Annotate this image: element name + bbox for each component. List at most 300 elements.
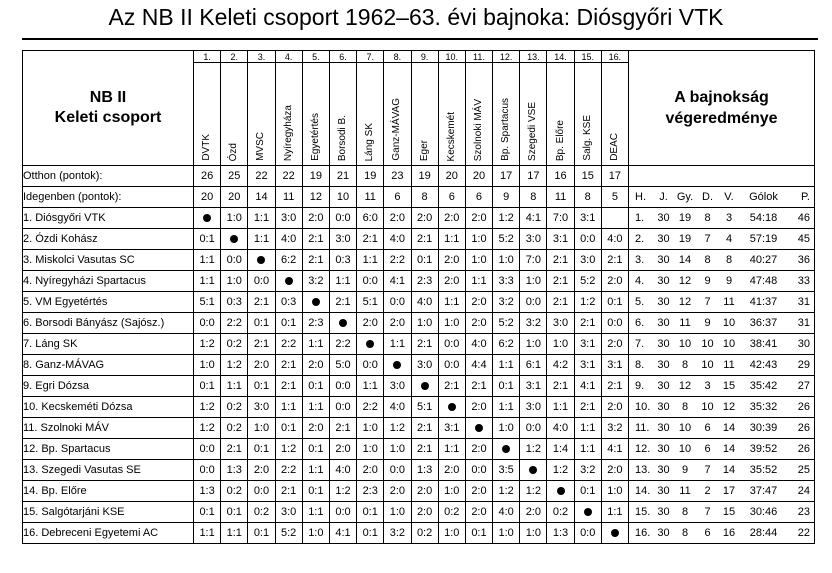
score-cell: 0:1 bbox=[221, 502, 248, 523]
standing-g: 42:43 bbox=[749, 359, 778, 371]
bullet-icon bbox=[285, 277, 293, 285]
score-cell: 2:0 bbox=[248, 355, 275, 376]
standing-v: 10 bbox=[722, 317, 736, 329]
standing-g: 37:47 bbox=[749, 485, 778, 497]
score-cell: 3:1 bbox=[574, 355, 601, 376]
score-cell: 1:1 bbox=[438, 229, 465, 250]
score-cell: 3:2 bbox=[574, 460, 601, 481]
score-cell: 2:0 bbox=[465, 481, 492, 502]
column-club-header bbox=[438, 63, 465, 166]
column-club-header bbox=[221, 63, 248, 166]
standing-m: 30 bbox=[657, 317, 670, 329]
standing-p: 26 bbox=[797, 443, 810, 455]
score-cell: 1:0 bbox=[384, 502, 411, 523]
score-cell: 1:2 bbox=[493, 208, 520, 229]
diagonal-cell bbox=[357, 334, 384, 355]
column-number: 8. bbox=[384, 51, 411, 63]
score-cell: 2:1 bbox=[357, 229, 384, 250]
score-cell: 2:2 bbox=[275, 460, 302, 481]
score-cell: 1:0 bbox=[438, 523, 465, 544]
score-cell: 3:0 bbox=[520, 229, 547, 250]
standings-header-d: D. bbox=[702, 191, 713, 203]
diagonal-cell bbox=[302, 292, 329, 313]
standing-line bbox=[629, 506, 814, 518]
score-cell: 2:0 bbox=[357, 313, 384, 334]
score-cell: 2:1 bbox=[302, 229, 329, 250]
standing-gy: 10 bbox=[678, 443, 692, 455]
score-cell: 2:0 bbox=[411, 502, 438, 523]
score-cell: 6:2 bbox=[275, 250, 302, 271]
standing-m: 30 bbox=[657, 233, 670, 245]
standing-line bbox=[629, 464, 814, 476]
standing-line bbox=[629, 317, 814, 329]
standing-cell bbox=[629, 334, 815, 355]
score-cell: 2:1 bbox=[221, 439, 248, 460]
score-cell: 1:2 bbox=[547, 460, 574, 481]
standing-h: 9. bbox=[635, 380, 645, 392]
standing-h: 7. bbox=[635, 338, 645, 350]
column-number: 13. bbox=[520, 51, 547, 63]
table-row bbox=[23, 355, 815, 376]
score-cell: 1:1 bbox=[302, 460, 329, 481]
standing-gy: 14 bbox=[678, 254, 692, 266]
score-cell: 7:0 bbox=[547, 208, 574, 229]
standing-h: 4. bbox=[635, 275, 645, 287]
standing-cell bbox=[629, 481, 815, 502]
home-points-cell: 19 bbox=[357, 166, 384, 187]
score-cell: 0:1 bbox=[194, 502, 221, 523]
score-cell: 1:1 bbox=[574, 439, 601, 460]
corner-label bbox=[23, 51, 194, 166]
column-number: 3. bbox=[248, 51, 275, 63]
score-cell: 2:0 bbox=[248, 460, 275, 481]
standing-d: 7 bbox=[704, 233, 711, 245]
away-points-cell: 8 bbox=[574, 187, 601, 208]
title-rule bbox=[22, 38, 818, 40]
score-cell: 0:3 bbox=[275, 292, 302, 313]
table-row bbox=[23, 523, 815, 544]
score-cell: 2:3 bbox=[411, 271, 438, 292]
team-name: 1. Diósgyőri VTK bbox=[23, 208, 194, 229]
score-cell: 0:0 bbox=[438, 355, 465, 376]
standing-gy: 8 bbox=[681, 506, 689, 518]
column-club-wrap: Ganz-MÁVAG bbox=[391, 98, 403, 161]
score-cell: 4:2 bbox=[547, 355, 574, 376]
standing-gy: 11 bbox=[679, 485, 691, 497]
score-cell: 4:0 bbox=[465, 334, 492, 355]
score-cell: 2:0 bbox=[465, 502, 492, 523]
standing-v: 10 bbox=[722, 338, 736, 350]
score-cell: 2:0 bbox=[465, 397, 492, 418]
away-points-row bbox=[23, 187, 815, 208]
result-header-line: végeredménye bbox=[665, 110, 778, 127]
home-points-cell: 16 bbox=[547, 166, 574, 187]
diagonal-cell bbox=[384, 355, 411, 376]
standing-p: 27 bbox=[797, 380, 810, 392]
score-cell: 2:2 bbox=[329, 334, 356, 355]
score-cell: 2:0 bbox=[465, 313, 492, 334]
away-points-cell: 20 bbox=[221, 187, 248, 208]
away-points-cell: 11 bbox=[547, 187, 574, 208]
away-points-cell: 8 bbox=[520, 187, 547, 208]
score-cell: 1:2 bbox=[194, 334, 221, 355]
standing-p: 25 bbox=[797, 464, 810, 476]
score-cell: 0:1 bbox=[248, 313, 275, 334]
score-cell bbox=[601, 208, 628, 229]
standing-h: 16. bbox=[635, 527, 651, 539]
score-cell: 2:0 bbox=[601, 271, 628, 292]
score-cell: 2:0 bbox=[438, 250, 465, 271]
column-club-wrap: Szegedi VSE bbox=[527, 102, 539, 161]
home-points-cell: 17 bbox=[520, 166, 547, 187]
standings-header-v: V. bbox=[724, 191, 734, 203]
score-cell: 2:1 bbox=[275, 355, 302, 376]
score-cell: 0:1 bbox=[411, 250, 438, 271]
score-cell: 1:3 bbox=[194, 481, 221, 502]
score-cell: 2:1 bbox=[547, 292, 574, 313]
score-cell: 3:0 bbox=[384, 376, 411, 397]
score-cell: 0:2 bbox=[547, 502, 574, 523]
score-cell: 2:0 bbox=[465, 208, 492, 229]
result-header-line: A bajnokság bbox=[674, 89, 769, 106]
bullet-icon bbox=[529, 466, 537, 474]
bullet-icon bbox=[312, 298, 320, 306]
score-cell: 1:0 bbox=[384, 439, 411, 460]
score-cell: 5:2 bbox=[275, 523, 302, 544]
column-number: 16. bbox=[601, 51, 628, 63]
standings-header-p: P. bbox=[801, 191, 810, 203]
score-cell: 0:2 bbox=[438, 502, 465, 523]
standing-line bbox=[629, 380, 814, 392]
score-cell: 1:2 bbox=[275, 439, 302, 460]
score-cell: 2:0 bbox=[384, 481, 411, 502]
score-cell: 1:1 bbox=[248, 229, 275, 250]
standing-gy: 12 bbox=[678, 275, 692, 287]
standing-cell bbox=[629, 355, 815, 376]
standing-p: 45 bbox=[797, 233, 810, 245]
score-cell: 1:1 bbox=[465, 271, 492, 292]
score-cell: 3:1 bbox=[547, 229, 574, 250]
team-name: 8. Ganz-MÁVAG bbox=[23, 355, 194, 376]
standing-cell bbox=[629, 418, 815, 439]
score-cell: 0:0 bbox=[520, 292, 547, 313]
column-club-wrap: Bp. Előre bbox=[554, 119, 566, 161]
score-cell: 2:2 bbox=[384, 250, 411, 271]
bullet-icon bbox=[611, 529, 619, 537]
score-cell: 2:0 bbox=[302, 355, 329, 376]
standing-d: 7 bbox=[704, 464, 711, 476]
score-cell: 0:2 bbox=[411, 523, 438, 544]
table-row bbox=[23, 292, 815, 313]
diagonal-cell bbox=[574, 502, 601, 523]
score-cell: 2:0 bbox=[465, 292, 492, 313]
score-cell: 4:0 bbox=[601, 229, 628, 250]
score-cell: 0:0 bbox=[329, 397, 356, 418]
score-cell: 4:1 bbox=[601, 439, 628, 460]
score-cell: 1:1 bbox=[357, 250, 384, 271]
column-club-header bbox=[329, 63, 356, 166]
standing-gy: 9 bbox=[681, 464, 689, 476]
score-cell: 2:1 bbox=[275, 376, 302, 397]
standing-h: 1. bbox=[635, 212, 645, 224]
score-cell: 2:1 bbox=[547, 376, 574, 397]
standing-g: 28:44 bbox=[749, 527, 778, 539]
score-cell: 0:0 bbox=[194, 460, 221, 481]
score-cell: 1:1 bbox=[493, 355, 520, 376]
table-row bbox=[23, 208, 815, 229]
standing-gy: 12 bbox=[678, 380, 692, 392]
column-number: 12. bbox=[493, 51, 520, 63]
score-cell: 1:2 bbox=[574, 292, 601, 313]
standing-v: 14 bbox=[722, 464, 736, 476]
score-cell: 3:3 bbox=[493, 271, 520, 292]
score-cell: 1:1 bbox=[194, 523, 221, 544]
column-club-header bbox=[493, 63, 520, 166]
standing-line bbox=[629, 212, 814, 224]
standing-m: 30 bbox=[657, 254, 670, 266]
score-cell: 1:2 bbox=[520, 481, 547, 502]
standing-p: 29 bbox=[797, 359, 810, 371]
column-club-header bbox=[411, 63, 438, 166]
standing-p: 26 bbox=[797, 422, 810, 434]
standing-cell bbox=[629, 292, 815, 313]
column-club-wrap: Salg. KSE bbox=[581, 115, 593, 161]
score-cell: 0:1 bbox=[248, 523, 275, 544]
standing-p: 22 bbox=[797, 527, 810, 539]
score-cell: 0:2 bbox=[221, 481, 248, 502]
score-cell: 0:2 bbox=[221, 334, 248, 355]
column-club-header bbox=[357, 63, 384, 166]
bullet-icon bbox=[393, 361, 401, 369]
score-cell: 1:1 bbox=[248, 208, 275, 229]
score-cell: 2:1 bbox=[438, 376, 465, 397]
score-cell: 1:1 bbox=[574, 418, 601, 439]
score-cell: 1:2 bbox=[194, 397, 221, 418]
standing-cell bbox=[629, 313, 815, 334]
column-club-wrap: Eger bbox=[418, 139, 430, 161]
score-cell: 1:3 bbox=[221, 460, 248, 481]
bullet-icon bbox=[203, 214, 211, 222]
column-number: 9. bbox=[411, 51, 438, 63]
score-cell: 2:0 bbox=[520, 502, 547, 523]
standing-v: 3 bbox=[725, 212, 733, 224]
standing-cell bbox=[629, 229, 815, 250]
away-points-cell: 11 bbox=[275, 187, 302, 208]
score-cell: 3:1 bbox=[574, 334, 601, 355]
score-cell: 1:0 bbox=[248, 418, 275, 439]
score-cell: 1:1 bbox=[547, 397, 574, 418]
score-cell: 1:1 bbox=[302, 502, 329, 523]
score-cell: 1:0 bbox=[493, 523, 520, 544]
standing-p: 36 bbox=[797, 254, 810, 266]
score-cell: 1:2 bbox=[194, 418, 221, 439]
home-points-cell: 22 bbox=[275, 166, 302, 187]
column-club-wrap: MVSC bbox=[255, 132, 267, 161]
page-title: Az NB II Keleti csoport 1962–63. évi bajnoka: Diósgyőri VTK bbox=[108, 4, 724, 30]
table-row bbox=[23, 439, 815, 460]
standing-gy: 12 bbox=[678, 296, 692, 308]
score-cell: 1:2 bbox=[520, 439, 547, 460]
score-cell: 4:0 bbox=[384, 229, 411, 250]
score-cell: 4:0 bbox=[275, 229, 302, 250]
standing-m: 30 bbox=[657, 422, 670, 434]
score-cell: 3:0 bbox=[329, 229, 356, 250]
score-cell: 0:1 bbox=[275, 313, 302, 334]
column-number: 4. bbox=[275, 51, 302, 63]
home-points-cell: 25 bbox=[221, 166, 248, 187]
score-cell: 0:0 bbox=[438, 334, 465, 355]
standing-line bbox=[629, 527, 814, 539]
score-cell: 2:0 bbox=[329, 439, 356, 460]
score-cell: 1:0 bbox=[411, 313, 438, 334]
standing-gy: 19 bbox=[678, 212, 692, 224]
column-club-wrap: Kecskemét bbox=[445, 111, 457, 161]
home-points-cell: 23 bbox=[384, 166, 411, 187]
standing-line bbox=[629, 296, 814, 308]
column-club-header bbox=[601, 63, 628, 166]
score-cell: 1:2 bbox=[329, 481, 356, 502]
score-cell: 1:1 bbox=[357, 376, 384, 397]
score-cell: 1:1 bbox=[302, 334, 329, 355]
standing-g: 36:37 bbox=[749, 317, 778, 329]
standing-m: 30 bbox=[657, 275, 670, 287]
score-cell: 2:0 bbox=[438, 208, 465, 229]
column-number: 14. bbox=[547, 51, 574, 63]
score-cell: 0:0 bbox=[194, 313, 221, 334]
score-cell: 4:1 bbox=[520, 208, 547, 229]
score-cell: 2:0 bbox=[601, 397, 628, 418]
column-club-wrap: Bp. Spartacus bbox=[500, 98, 512, 161]
bullet-icon bbox=[557, 487, 565, 495]
score-cell: 0:0 bbox=[329, 376, 356, 397]
standing-p: 31 bbox=[797, 296, 810, 308]
score-cell: 3:0 bbox=[411, 355, 438, 376]
score-cell: 1:0 bbox=[194, 355, 221, 376]
standings-header bbox=[629, 187, 815, 208]
diagonal-cell bbox=[194, 208, 221, 229]
score-cell: 1:2 bbox=[384, 418, 411, 439]
standing-g: 30:46 bbox=[749, 506, 778, 518]
score-cell: 6:1 bbox=[520, 355, 547, 376]
score-cell: 1:1 bbox=[329, 271, 356, 292]
standing-gy: 19 bbox=[678, 233, 692, 245]
score-cell: 0:3 bbox=[221, 292, 248, 313]
score-cell: 0:0 bbox=[601, 313, 628, 334]
score-cell: 1:2 bbox=[493, 481, 520, 502]
standing-m: 30 bbox=[657, 380, 670, 392]
score-cell: 5:2 bbox=[574, 271, 601, 292]
score-cell: 3:0 bbox=[547, 313, 574, 334]
standing-cell bbox=[629, 271, 815, 292]
diagonal-cell bbox=[493, 439, 520, 460]
standing-v: 15 bbox=[722, 506, 736, 518]
score-cell: 2:2 bbox=[221, 313, 248, 334]
score-cell: 1:3 bbox=[411, 460, 438, 481]
standing-d: 7 bbox=[704, 506, 711, 518]
away-points-cell: 6 bbox=[384, 187, 411, 208]
score-cell: 0:0 bbox=[329, 208, 356, 229]
standing-p: 26 bbox=[797, 401, 810, 413]
standing-h: 15. bbox=[635, 506, 651, 518]
table-row bbox=[23, 481, 815, 502]
score-cell: 0:1 bbox=[302, 376, 329, 397]
score-cell: 2:1 bbox=[275, 481, 302, 502]
standing-g: 35:42 bbox=[749, 380, 778, 392]
score-cell: 0:1 bbox=[194, 229, 221, 250]
score-cell: 2:0 bbox=[384, 313, 411, 334]
standings-header-m: J. bbox=[659, 191, 668, 203]
score-cell: 2:1 bbox=[302, 250, 329, 271]
score-cell: 1:1 bbox=[194, 271, 221, 292]
score-cell: 4:1 bbox=[329, 523, 356, 544]
standing-p: 46 bbox=[797, 212, 810, 224]
score-cell: 3:1 bbox=[601, 355, 628, 376]
score-cell: 3:1 bbox=[574, 208, 601, 229]
score-cell: 2:1 bbox=[601, 376, 628, 397]
home-points-cell: 19 bbox=[411, 166, 438, 187]
standing-h: 14. bbox=[635, 485, 651, 497]
column-club-wrap: DVTK bbox=[201, 134, 213, 161]
score-cell: 0:0 bbox=[520, 418, 547, 439]
score-cell: 6:0 bbox=[357, 208, 384, 229]
standing-v: 11 bbox=[723, 359, 735, 371]
standing-p: 30 bbox=[797, 338, 810, 350]
standing-v: 8 bbox=[725, 254, 733, 266]
bullet-icon bbox=[448, 403, 456, 411]
standing-d: 3 bbox=[704, 380, 711, 392]
score-cell: 2:0 bbox=[601, 460, 628, 481]
score-cell: 0:1 bbox=[248, 376, 275, 397]
score-cell: 2:1 bbox=[248, 292, 275, 313]
standing-m: 30 bbox=[657, 506, 670, 518]
standings-header-h: H. bbox=[635, 191, 646, 203]
score-cell: 0:0 bbox=[465, 460, 492, 481]
column-club-header bbox=[465, 63, 492, 166]
home-points-cell: 17 bbox=[601, 166, 628, 187]
score-cell: 5:1 bbox=[194, 292, 221, 313]
score-cell: 0:3 bbox=[329, 250, 356, 271]
standing-gy: 8 bbox=[681, 401, 689, 413]
column-number: 5. bbox=[302, 51, 329, 63]
bullet-icon bbox=[475, 424, 483, 432]
corner-label-line: NB II bbox=[89, 89, 127, 106]
standing-m: 30 bbox=[657, 296, 670, 308]
standing-line bbox=[629, 485, 814, 497]
standing-line bbox=[629, 275, 814, 287]
result-header bbox=[629, 51, 815, 166]
standing-h: 8. bbox=[635, 359, 645, 371]
column-club-wrap: Ózd bbox=[228, 142, 240, 161]
score-cell: 2:0 bbox=[465, 439, 492, 460]
score-cell: 2:0 bbox=[357, 460, 384, 481]
team-name: 10. Kecskeméti Dózsa bbox=[23, 397, 194, 418]
standing-d: 6 bbox=[704, 527, 711, 539]
score-cell: 1:1 bbox=[302, 397, 329, 418]
table-row bbox=[23, 229, 815, 250]
score-cell: 1:0 bbox=[302, 523, 329, 544]
bullet-icon bbox=[502, 445, 510, 453]
column-club-header bbox=[520, 63, 547, 166]
column-club-wrap: DEAC bbox=[608, 133, 620, 161]
standing-m: 30 bbox=[657, 464, 670, 476]
column-number-row bbox=[23, 51, 815, 63]
diagonal-cell bbox=[601, 523, 628, 544]
standing-h: 3. bbox=[635, 254, 645, 266]
score-cell: 2:1 bbox=[574, 397, 601, 418]
standing-line bbox=[629, 338, 814, 350]
table-row bbox=[23, 334, 815, 355]
standing-line bbox=[629, 443, 814, 455]
